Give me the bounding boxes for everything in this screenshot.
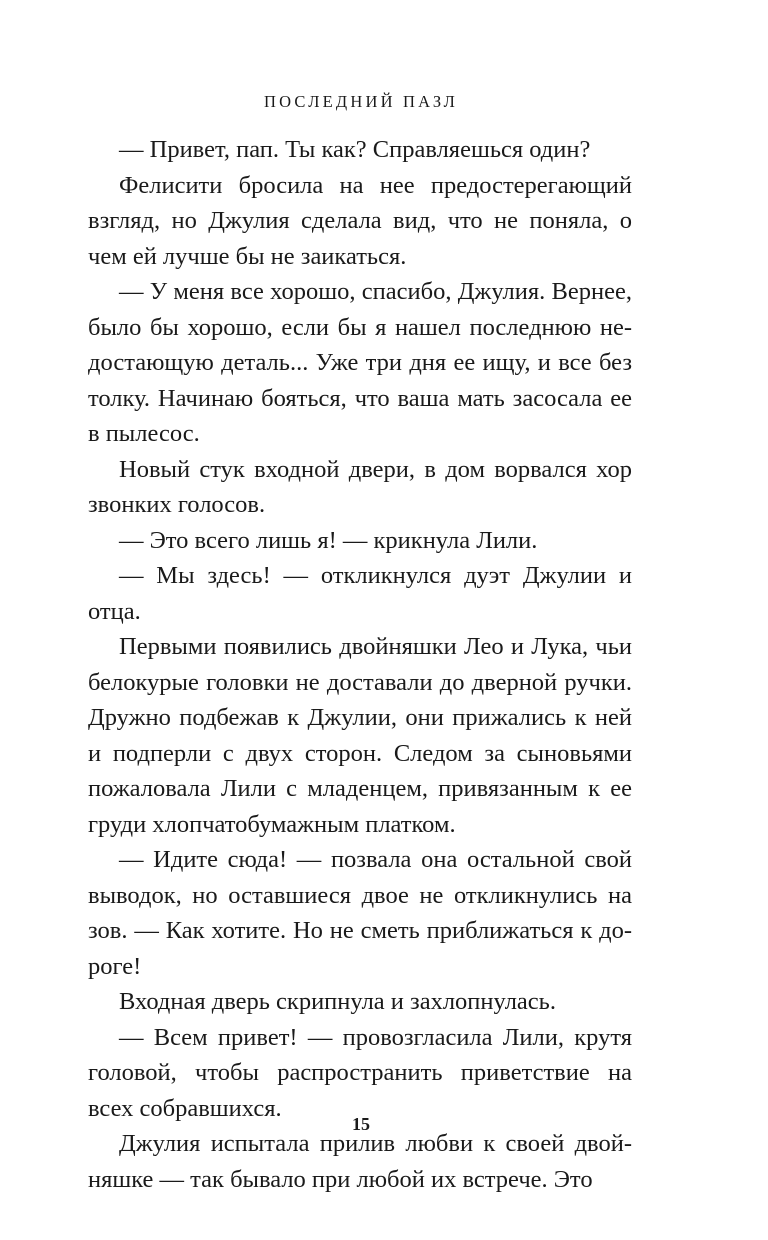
paragraph: — Мы здесь! — откликнулся дуэт Джулии и отца. (88, 562, 632, 625)
paragraph: — Привет, пап. Ты как? Справляешься один? (119, 136, 591, 163)
running-head-title: ПОСЛЕДНИЙ ПАЗЛ (264, 92, 458, 111)
body-text (88, 132, 632, 1197)
paragraph: Джулия испытала прилив любви к своей двойняшке — так бывало при любой их встрече. Это (88, 1130, 632, 1193)
paragraph: — Это всего лишь я! — крикнула Лили. (119, 526, 538, 554)
paragraph: Фелисити бросила на нее предостерегающий взгляд, но Джулия сделала вид, что не поняла, о чем ей лучше бы не заикаться. (88, 171, 632, 270)
paragraph: — У меня все хорошо, спасибо, Джулия. Вернее, было бы хорошо, если бы я нашел последнюю недостающую деталь... Уже три дня ее ищу, и все без толку. Начинаю бояться, что ваша мать засосала ее в пылесос. (88, 278, 632, 447)
paragraph: Первыми появились двойняшки Лео и Лука, чьи белокурые головки не доставали до дверной ручки. Дружно подбежав к Джулии, они прижались к ней и подперли с двух сторон. Следом за сыновьями пожаловала Лили с младенцем, привязанным к ее груди хлопчатобумажным платком. (88, 633, 632, 838)
page-number: 15 (352, 1114, 370, 1134)
paragraph: Входная дверь скрипнула и захлопнулась. (119, 988, 556, 1015)
paragraph: Новый стук входной двери, в дом ворвался хор звонких голосов. (88, 455, 632, 518)
paragraph: — Всем привет! — провозгласила Лили, крутя головой, чтобы распространить приветствие на всех собравшихся. (88, 1023, 632, 1122)
paragraph: — Идите сюда! — позвала она остальной свой выводок, но оставшиеся двое не откликнулись на зов. — Как хотите. Но не сметь приближаться к дороге! (88, 846, 632, 980)
